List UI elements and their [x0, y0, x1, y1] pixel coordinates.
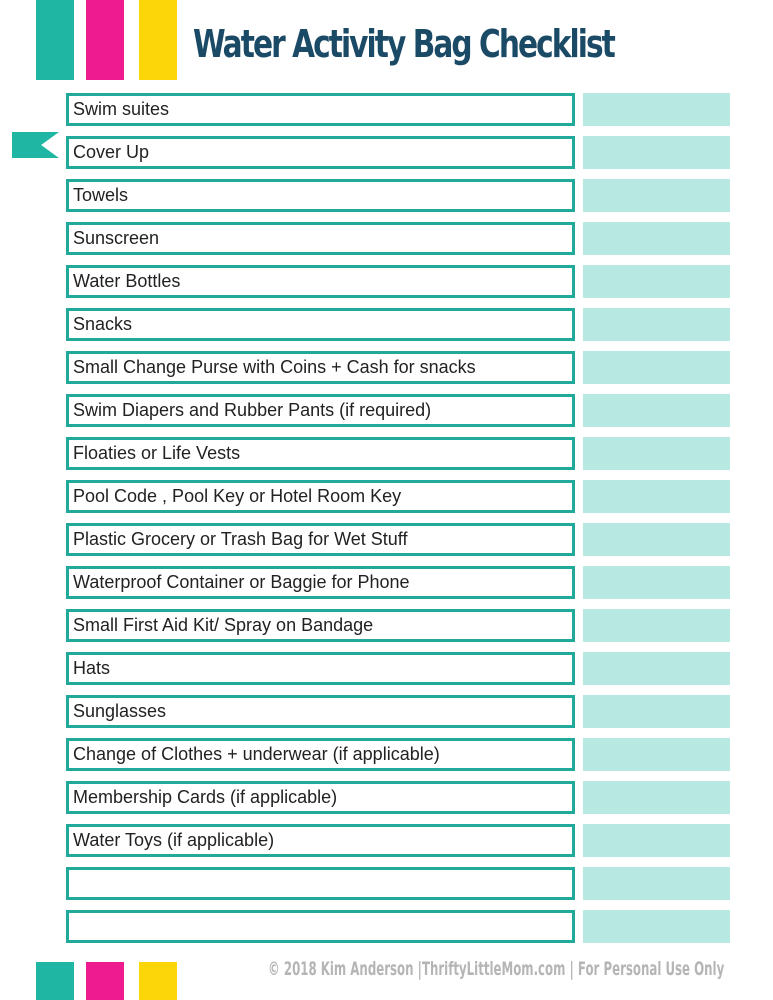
decor-bar-yellow-top [139, 0, 177, 80]
checklist-item[interactable]: Small First Aid Kit/ Spray on Bandage [66, 609, 575, 642]
checklist-checkbox[interactable] [583, 308, 730, 341]
checklist-item[interactable]: Plastic Grocery or Trash Bag for Wet Stuff [66, 523, 575, 556]
decor-bar-teal-bottom [36, 962, 74, 1000]
checklist-item[interactable]: Pool Code , Pool Key or Hotel Room Key [66, 480, 575, 513]
decor-bar-teal-top [36, 0, 74, 80]
checklist-checkbox[interactable] [583, 781, 730, 814]
checklist-checkbox[interactable] [583, 437, 730, 470]
checklist-checkbox[interactable] [583, 394, 730, 427]
checklist-item[interactable]: Water Bottles [66, 265, 575, 298]
checklist-checkbox[interactable] [583, 523, 730, 556]
checklist-checkbox[interactable] [583, 609, 730, 642]
checklist-checkbox[interactable] [583, 222, 730, 255]
checklist-checkbox[interactable] [583, 867, 730, 900]
checklist-checkbox[interactable] [583, 351, 730, 384]
checklist-item[interactable]: Swim suites [66, 93, 575, 126]
checklist-item[interactable]: Waterproof Container or Baggie for Phone [66, 566, 575, 599]
checklist-checkbox[interactable] [583, 136, 730, 169]
checklist-checkbox[interactable] [583, 480, 730, 513]
decor-bar-yellow-bottom [139, 962, 177, 1000]
checklist-item[interactable]: Water Toys (if applicable) [66, 824, 575, 857]
checklist-item[interactable]: Membership Cards (if applicable) [66, 781, 575, 814]
checklist-checkbox[interactable] [583, 93, 730, 126]
checklist-checkbox[interactable] [583, 738, 730, 771]
checklist-checkbox[interactable] [583, 265, 730, 298]
checklist-item[interactable]: Small Change Purse with Coins + Cash for snacks [66, 351, 575, 384]
checklist-checkbox[interactable] [583, 652, 730, 685]
checklist-item[interactable]: Change of Clothes + underwear (if applicable) [66, 738, 575, 771]
checklist-item[interactable]: Floaties or Life Vests [66, 437, 575, 470]
checklist-item[interactable]: Towels [66, 179, 575, 212]
decor-bar-magenta-top [86, 0, 124, 80]
checklist-checkbox[interactable] [583, 824, 730, 857]
page-title: Water Activity Bag Checklist [193, 22, 614, 66]
decor-bar-magenta-bottom [86, 962, 124, 1000]
checklist-item[interactable]: Hats [66, 652, 575, 685]
checklist-item[interactable] [66, 910, 575, 943]
copyright-footer: © 2018 Kim Anderson |ThriftyLittleMom.com | For Personal Use Only [268, 958, 725, 980]
checklist-item[interactable]: Cover Up [66, 136, 575, 169]
checklist-item[interactable]: Snacks [66, 308, 575, 341]
checklist-item[interactable] [66, 867, 575, 900]
checklist-checkbox[interactable] [583, 910, 730, 943]
checklist-item[interactable]: Swim Diapers and Rubber Pants (if required) [66, 394, 575, 427]
checklist-item[interactable]: Sunscreen [66, 222, 575, 255]
checklist-item[interactable]: Sunglasses [66, 695, 575, 728]
checklist-checkbox[interactable] [583, 695, 730, 728]
checklist-checkbox[interactable] [583, 179, 730, 212]
checklist-checkbox[interactable] [583, 566, 730, 599]
pennant-flag-icon [12, 132, 59, 158]
